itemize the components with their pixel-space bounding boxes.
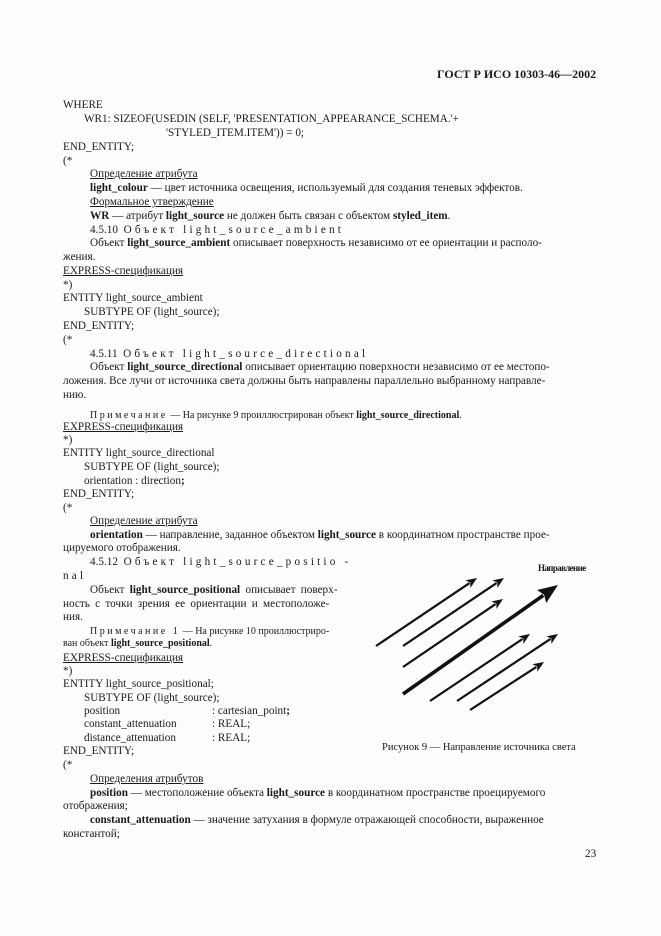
code-entity: ENTITY light_source_positional; bbox=[63, 678, 214, 690]
comment-close: *) bbox=[63, 665, 73, 677]
arrow-6-head-icon bbox=[546, 634, 558, 644]
arrow-7-head-icon bbox=[532, 662, 544, 672]
paragraph-constant-attenuation-cont: константой; bbox=[63, 828, 120, 840]
arrow-3-head-icon bbox=[491, 599, 503, 609]
code-end-entity: END_ENTITY; bbox=[63, 488, 135, 500]
section-heading-4510: 4.5.10 Объект light_source_ambient bbox=[90, 224, 345, 236]
paragraph-positional-cont: ность с точки зрения ее ориентации и местоположе- bbox=[63, 598, 330, 610]
arrow-1-head-icon bbox=[465, 578, 477, 588]
subheading-attr-def: Определение атрибута bbox=[90, 168, 198, 180]
arrow-7-shaft bbox=[470, 667, 536, 710]
page-number: 23 bbox=[585, 848, 597, 860]
term-light-colour: light_colour bbox=[90, 182, 148, 194]
code-subtype: SUBTYPE OF (light_source); bbox=[84, 692, 220, 704]
code-attr-distance-type: : REAL; bbox=[212, 732, 251, 744]
code-entity: ENTITY light_source_ambient bbox=[63, 292, 203, 304]
section-heading-4512-cont: nal bbox=[63, 570, 87, 582]
section-heading-4512: 4.5.12 Объект light_source_positio - bbox=[90, 556, 352, 568]
comment-open: (* bbox=[63, 759, 73, 771]
paragraph-wr: WR — атрибут light_source не должен быть связан с объектом styled_item. bbox=[90, 210, 451, 222]
paragraph-ambient-cont: жения. bbox=[63, 251, 96, 263]
figure-caption: Рисунок 9 — Направление источника света bbox=[382, 742, 576, 753]
code-end-entity: END_ENTITY; bbox=[63, 141, 135, 153]
code-wr1: WR1: SIZEOF(USEDIN (SELF, 'PRESENTATION_APPEARANCE_SCHEMA.'+ bbox=[84, 113, 459, 125]
arrow-5-shaft bbox=[430, 639, 523, 701]
paragraph-ambient: Объект light_source_ambient описывает поверхность независимо от ее ориентации и располо- bbox=[90, 237, 542, 249]
comment-open: (* bbox=[63, 502, 73, 514]
document-id: ГОСТ Р ИСО 10303-46—2002 bbox=[437, 67, 597, 81]
note-figure-10: Примечание 1 — На рисунке 10 проиллюстриро- bbox=[90, 626, 330, 637]
arrow-4-head-icon bbox=[537, 585, 558, 603]
code-end-entity: END_ENTITY; bbox=[63, 320, 135, 332]
comment-close: *) bbox=[63, 434, 73, 446]
arrow-4-shaft bbox=[403, 595, 543, 694]
comment-open: (* bbox=[63, 155, 73, 167]
code-attr-distance: distance_attenuation bbox=[84, 732, 176, 744]
subheading-attr-def: Определение атрибута bbox=[90, 515, 198, 527]
arrow-5-head-icon bbox=[518, 634, 530, 644]
figure-label-direction: Направление bbox=[538, 563, 586, 573]
paragraph-positional: Объект light_source_positional описывает поверх- bbox=[90, 584, 338, 596]
code-entity: ENTITY light_source_directional bbox=[63, 447, 215, 459]
subheading-express: EXPRESS-спецификация bbox=[63, 652, 184, 664]
arrow-1-shaft bbox=[376, 583, 470, 646]
code-orientation: orientation : direction; bbox=[84, 475, 185, 487]
paragraph-directional-cont: ложения. Все лучи от источника света должны быть направлены параллельно выбранному направле- bbox=[63, 375, 546, 387]
section-heading-4511: 4.5.11 Объект light_source_directional bbox=[90, 348, 369, 360]
code-attr-position: position bbox=[84, 705, 121, 717]
subheading-attr-defs: Определения атрибутов bbox=[90, 773, 204, 785]
paragraph-position: position — местоположение объекта light_source в координатном пространстве проецируемого bbox=[90, 787, 546, 799]
code-end-entity: END_ENTITY; bbox=[63, 745, 135, 757]
paragraph-directional-end: нию. bbox=[63, 389, 87, 401]
note-figure-9: Примечание — На рисунке 9 проиллюстрирован объект light_source_directional. bbox=[90, 410, 462, 421]
paragraph-directional: Объект light_source_directional описывает ориентацию поверхности независимо от ее местопо- bbox=[90, 361, 550, 373]
code-where: WHERE bbox=[63, 99, 103, 111]
code-attr-constant-type: : REAL; bbox=[212, 718, 251, 730]
paragraph-constant-attenuation: constant_attenuation — значение затухания в формуле отражающей способности, выраженное bbox=[90, 814, 544, 826]
paragraph-positional-end: ния. bbox=[63, 611, 83, 623]
code-subtype: SUBTYPE OF (light_source); bbox=[84, 306, 220, 318]
code-wr1-cont: 'STYLED_ITEM.ITEM')) = 0; bbox=[166, 127, 305, 139]
paragraph-orientation: orientation — направление, заданное объектом light_source в координатном пространстве прое- bbox=[90, 529, 550, 541]
code-attr-position-type: : cartesian_point; bbox=[212, 705, 290, 717]
code-attr-constant: constant_attenuation bbox=[84, 718, 177, 730]
comment-close: *) bbox=[63, 279, 73, 291]
paragraph-orientation-cont: цируемого отображения. bbox=[63, 542, 181, 554]
arrow-2-head-icon bbox=[492, 578, 504, 588]
subheading-formal: Формальное утверждение bbox=[90, 196, 214, 208]
subheading-express: EXPRESS-спецификация bbox=[63, 421, 184, 433]
comment-open: (* bbox=[63, 334, 73, 346]
subheading-express: EXPRESS-спецификация bbox=[63, 265, 184, 277]
note-figure-10-cont: ван объект light_source_positional. bbox=[63, 638, 213, 649]
code-subtype: SUBTYPE OF (light_source); bbox=[84, 461, 220, 473]
paragraph-light-colour: light_colour — цвет источника освещения, используемый для создания теневых эффектов. bbox=[90, 182, 523, 194]
paragraph-position-cont: отображения; bbox=[63, 800, 128, 812]
